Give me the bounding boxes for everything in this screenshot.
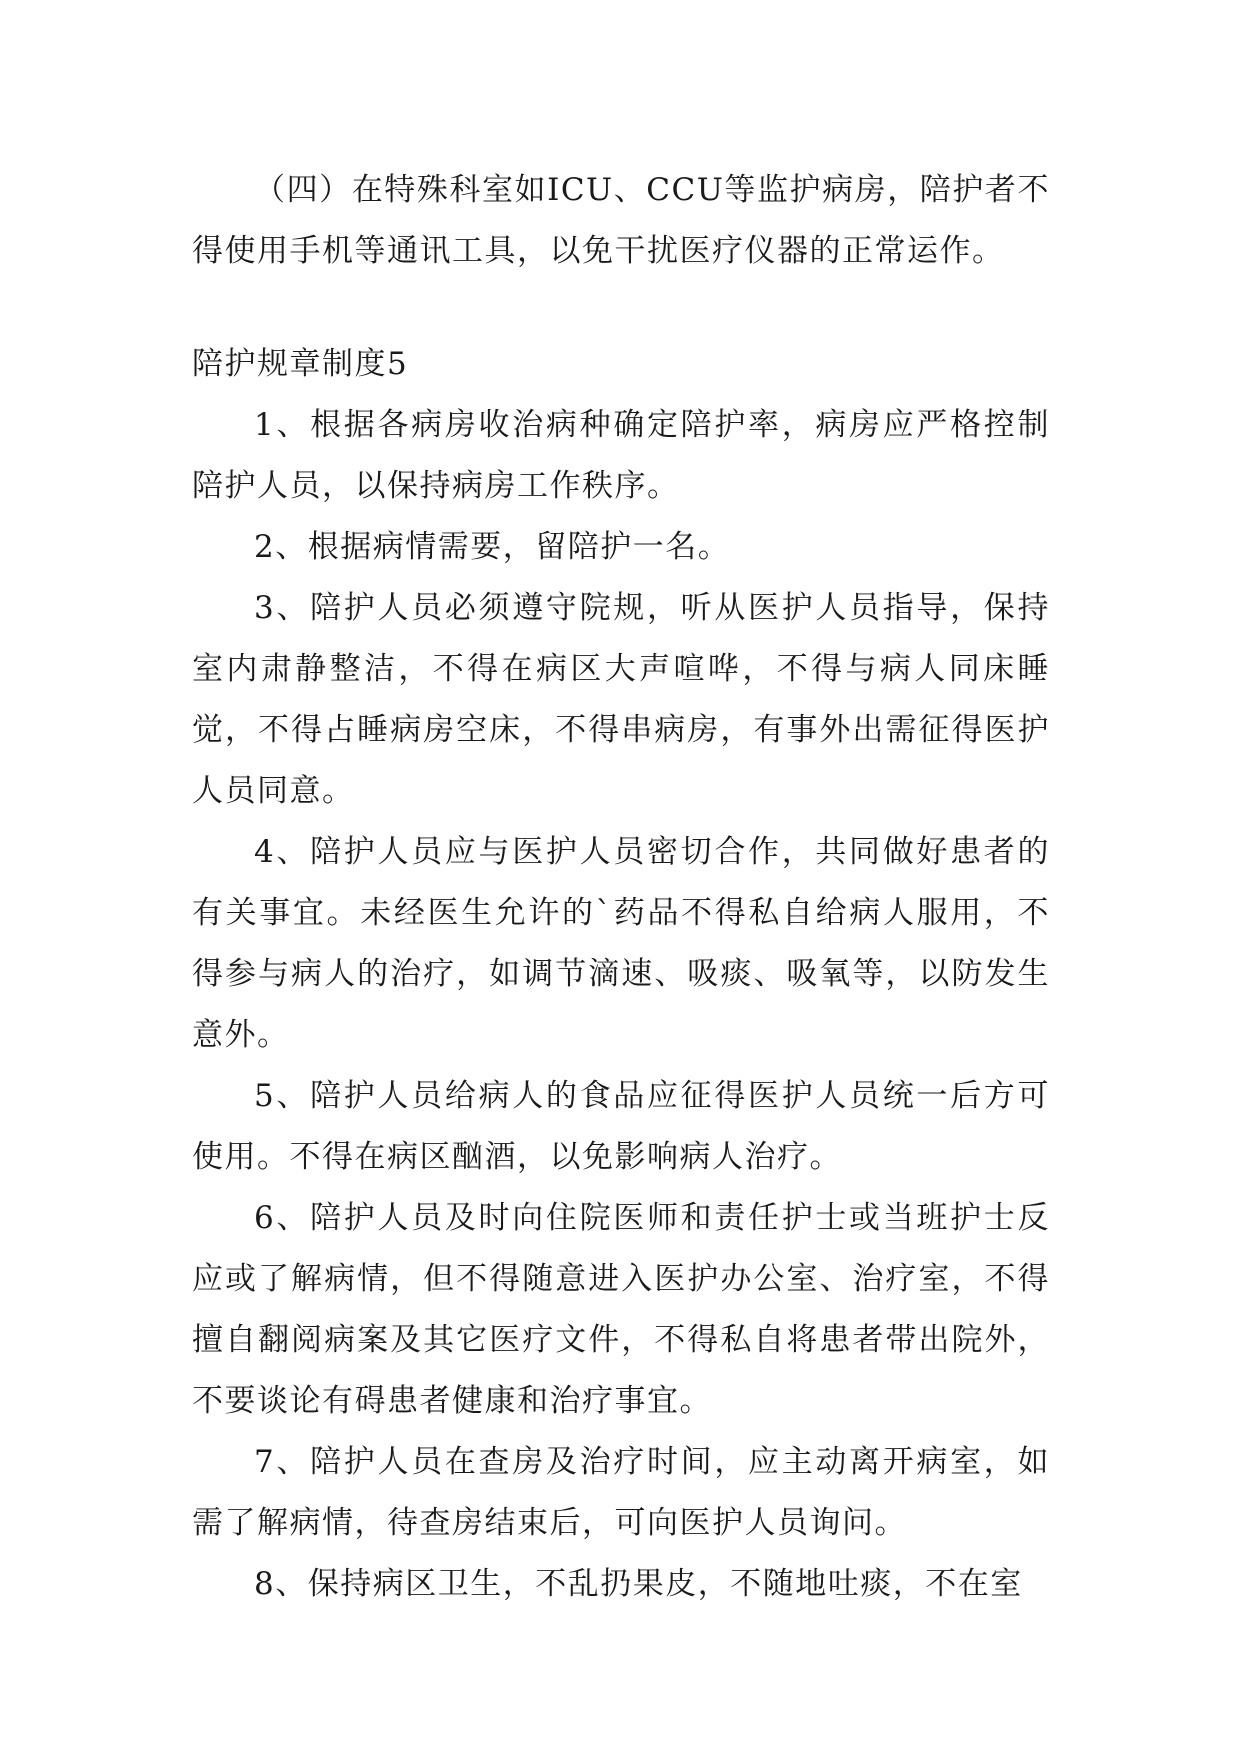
rule-item-8: 8、保持病区卫生，不乱扔果皮，不随地吐痰，不在室 [254, 1566, 1023, 1602]
rule-item-2: 2、根据病情需要，留陪护一名。 [254, 529, 731, 565]
section-title: 陪护规章制度5 [192, 346, 409, 382]
rule-item-6: 6、陪护人员及时向住院医师和责任护士或当班护士反应或了解病情，但不得随意进入医护办公室、治疗室，不得擅自翻阅病案及其它医疗文件，不得私自将患者带出院外，不要谈论有碍患者健康和治疗事宜。 [192, 1200, 1050, 1419]
rule-item-3: 3、陪护人员必须遵守院规，听从医护人员指导，保持室内肃静整洁，不得在病区大声喧哗，不得与病人同床睡觉，不得占睡病房空床，不得串病房，有事外出需征得医护人员同意。 [192, 590, 1050, 809]
rule-item-5: 5、陪护人员给病人的食品应征得医护人员统一后方可使用。不得在病区酗酒，以免影响病人治疗。 [192, 1078, 1050, 1175]
rule-item-4: 4、陪护人员应与医护人员密切合作，共同做好患者的有关事宜。未经医生允许的`药品不得私自给病人服用，不得参与病人的治疗，如调节滴速、吸痰、吸氧等，以防发生意外。 [192, 834, 1050, 1053]
document-page [192, 160, 1050, 1615]
paragraph-spacer [192, 282, 1050, 334]
intro-paragraph: （四）在特殊科室如ICU、CCU等监护病房，陪护者不得使用手机等通讯工具，以免干扰医疗仪器的正常运作。 [192, 172, 1050, 269]
rule-item-7: 7、陪护人员在查房及治疗时间，应主动离开病室，如需了解病情，待查房结束后，可向医护人员询问。 [192, 1444, 1050, 1541]
rule-item-1: 1、根据各病房收治病种确定陪护率，病房应严格控制陪护人员，以保持病房工作秩序。 [192, 407, 1050, 504]
